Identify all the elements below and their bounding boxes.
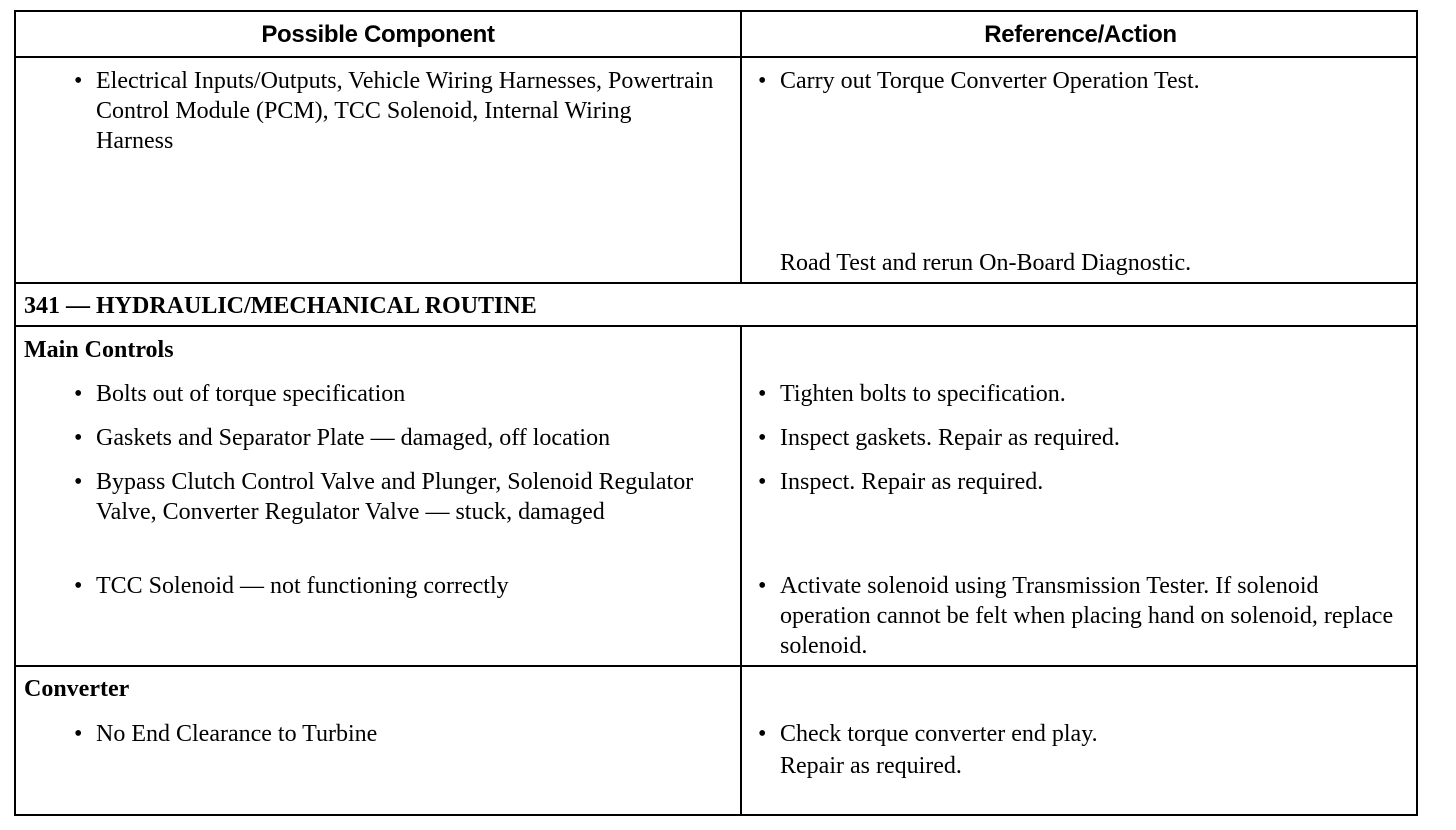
column-divider-top (740, 12, 742, 282)
bullet-icon: • (758, 721, 767, 747)
column-divider-bottom (740, 325, 742, 815)
header-possible-component: Possible Component (261, 21, 495, 48)
main-controls-component-3 (74, 467, 714, 527)
main-controls-action-1 (758, 379, 1398, 409)
main-controls-action-4 (758, 571, 1398, 661)
bullet-icon: • (758, 573, 767, 599)
main-controls-action-3 (758, 467, 1398, 497)
row1-action-item (758, 66, 1398, 96)
main-controls-action-2 (758, 423, 1398, 453)
bullet-icon: • (74, 68, 83, 94)
main-controls-component-1 (74, 379, 714, 409)
main-controls-title: Main Controls (24, 337, 174, 363)
row1-action-note: Road Test and rerun On-Board Diagnostic. (780, 250, 1192, 276)
main-controls-component-4 (74, 571, 714, 601)
converter-title: Converter (24, 676, 130, 702)
action-text: Tighten bolts to specification. (780, 381, 1066, 407)
bullet-icon: • (758, 381, 767, 407)
header-reference-action: Reference/Action (984, 21, 1177, 48)
section-title: 341 — HYDRAULIC/MECHANICAL ROUTINE (24, 293, 537, 319)
bullet-icon: • (758, 469, 767, 495)
bullet-icon: • (74, 721, 83, 747)
component-text: Bypass Clutch Control Valve and Plunger, Solenoid Regulator Valve, Converter Regulator Valve — stuck, damaged (96, 469, 694, 525)
action-text: Activate solenoid using Transmission Tester. If solenoid operation cannot be felt when placing hand on solenoid, replace solenoid. (780, 573, 1394, 659)
converter-component-1 (74, 719, 714, 749)
bullet-icon: • (758, 68, 767, 94)
header-divider (16, 56, 1416, 58)
row-divider-3 (16, 665, 1416, 667)
bullet-icon: • (74, 469, 83, 495)
converter-action-1 (758, 719, 1398, 749)
bullet-icon: • (74, 573, 83, 599)
row1-component-item (74, 66, 714, 156)
action-text: Inspect. Repair as required. (780, 469, 1044, 495)
bullet-icon: • (74, 381, 83, 407)
component-text: TCC Solenoid — not functioning correctly (96, 573, 509, 599)
main-controls-component-2 (74, 423, 714, 453)
bullet-icon: • (74, 425, 83, 451)
row-divider-2 (16, 325, 1416, 327)
converter-action-note: Repair as required. (780, 753, 962, 779)
row-divider-1 (16, 282, 1416, 284)
action-text: Inspect gaskets. Repair as required. (780, 425, 1120, 451)
bullet-icon: • (758, 425, 767, 451)
component-text: Bolts out of torque specification (96, 381, 406, 407)
component-text: No End Clearance to Turbine (96, 721, 378, 747)
row1-action-text: Carry out Torque Converter Operation Test. (780, 68, 1200, 94)
row1-component-text: Electrical Inputs/Outputs, Vehicle Wiring Harnesses, Powertrain Control Module (PCM), TCC Solenoid, Internal Wiring Harness (96, 68, 714, 154)
diagnostic-table (14, 10, 1418, 816)
action-text: Check torque converter end play. (780, 721, 1098, 747)
component-text: Gaskets and Separator Plate — damaged, off location (96, 425, 611, 451)
